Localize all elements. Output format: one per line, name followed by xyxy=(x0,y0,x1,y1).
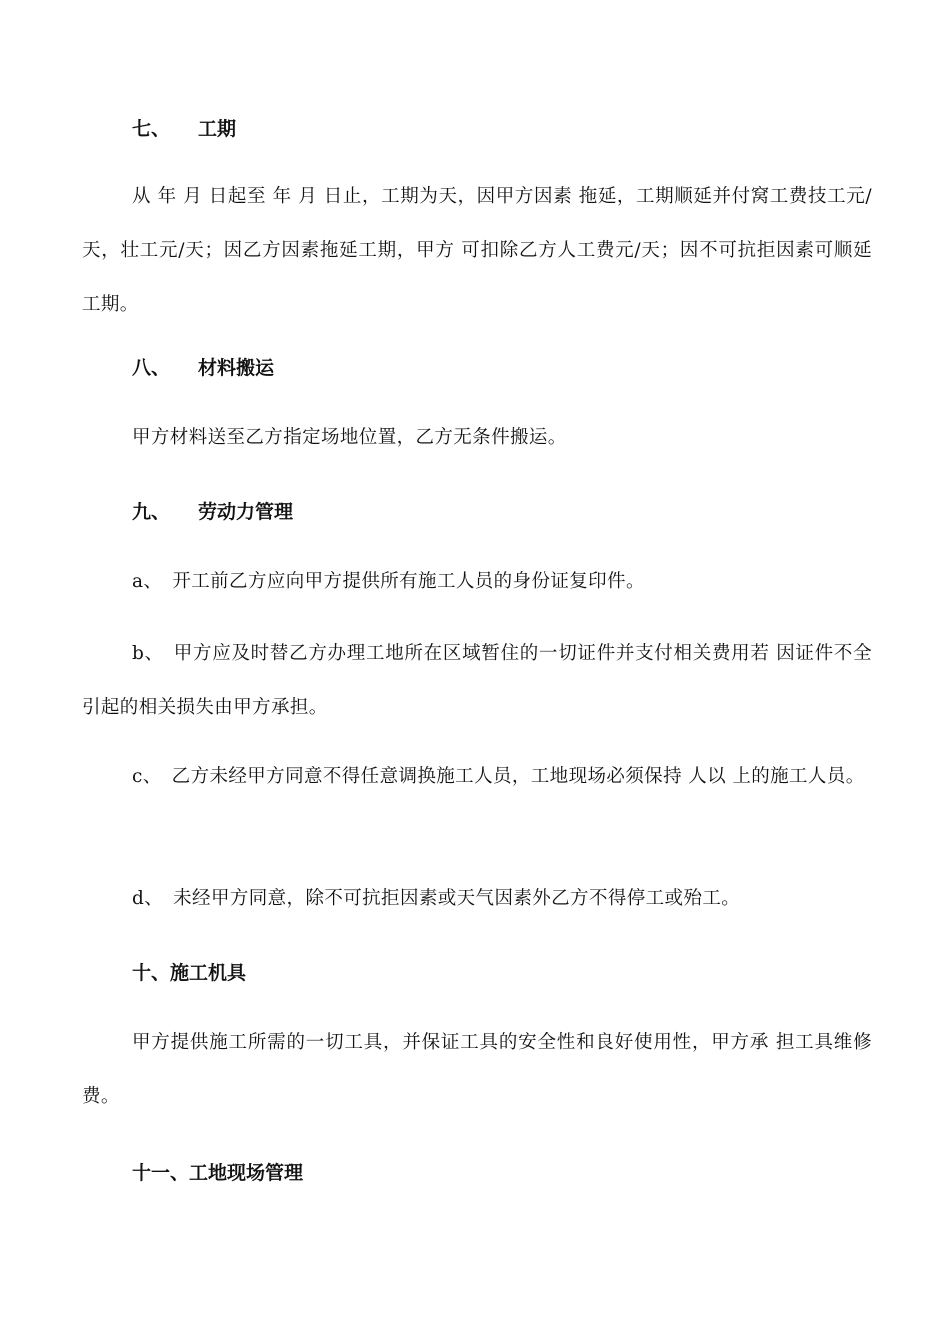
section-9-item-b xyxy=(82,627,872,735)
section-9-item-a xyxy=(82,555,872,609)
item-b-text: 甲方应及时替乙方办理工地所在区域暂住的一切证件并支付相关费用若 因证件不全引起的相关损失由甲方承担。 xyxy=(82,643,872,718)
section-11-title: 工地现场管理 xyxy=(189,1162,304,1184)
section-9-item-d xyxy=(82,872,872,926)
section-11-number: 十一、 xyxy=(132,1162,190,1184)
item-d-label: d、 xyxy=(132,888,164,909)
section-7-body: 从 年 月 日起至 年 月 日止，工期为天，因甲方因素 拖延，工期顺延并付窝工费技工元/天，壮工元/天；因乙方因素拖延工期，甲方 可扣除乙方人工费元/天；因不可抗拒因素可顺延工期。 xyxy=(82,186,872,315)
section-7-heading xyxy=(132,116,236,142)
item-d-text: 未经甲方同意，除不可抗拒因素或天气因素外乙方不得停工或殆工。 xyxy=(173,888,741,909)
section-10-body: 甲方提供施工所需的一切工具，并保证工具的安全性和良好使用性，甲方承 担工具维修费。 xyxy=(82,1032,872,1107)
section-9-item-c xyxy=(82,750,872,804)
section-8-title: 材料搬运 xyxy=(198,357,275,379)
section-9-title: 劳动力管理 xyxy=(198,501,294,523)
section-9-number: 九、 xyxy=(132,501,171,523)
section-11-heading xyxy=(132,1160,303,1186)
section-10-heading xyxy=(132,960,246,986)
section-9-heading xyxy=(132,499,293,525)
item-c-label: c、 xyxy=(132,766,162,787)
item-a-text: 开工前乙方应向甲方提供所有施工人员的身份证复印件。 xyxy=(172,571,645,592)
section-10-number: 十、 xyxy=(132,962,171,984)
item-c-text: 乙方未经甲方同意不得任意调换施工人员，工地现场必须保持 人以 上的施工人员。 xyxy=(171,766,865,787)
section-10-title: 施工机具 xyxy=(170,962,247,984)
section-8-body: 甲方材料送至乙方指定场地位置，乙方无条件搬运。 xyxy=(132,427,567,448)
section-8-number: 八、 xyxy=(132,357,171,379)
section-7-number: 七、 xyxy=(132,118,171,140)
section-8-heading xyxy=(132,355,274,381)
item-b-label: b、 xyxy=(132,643,164,664)
item-a-label: a、 xyxy=(132,571,163,592)
section-7-title: 工期 xyxy=(198,118,237,140)
